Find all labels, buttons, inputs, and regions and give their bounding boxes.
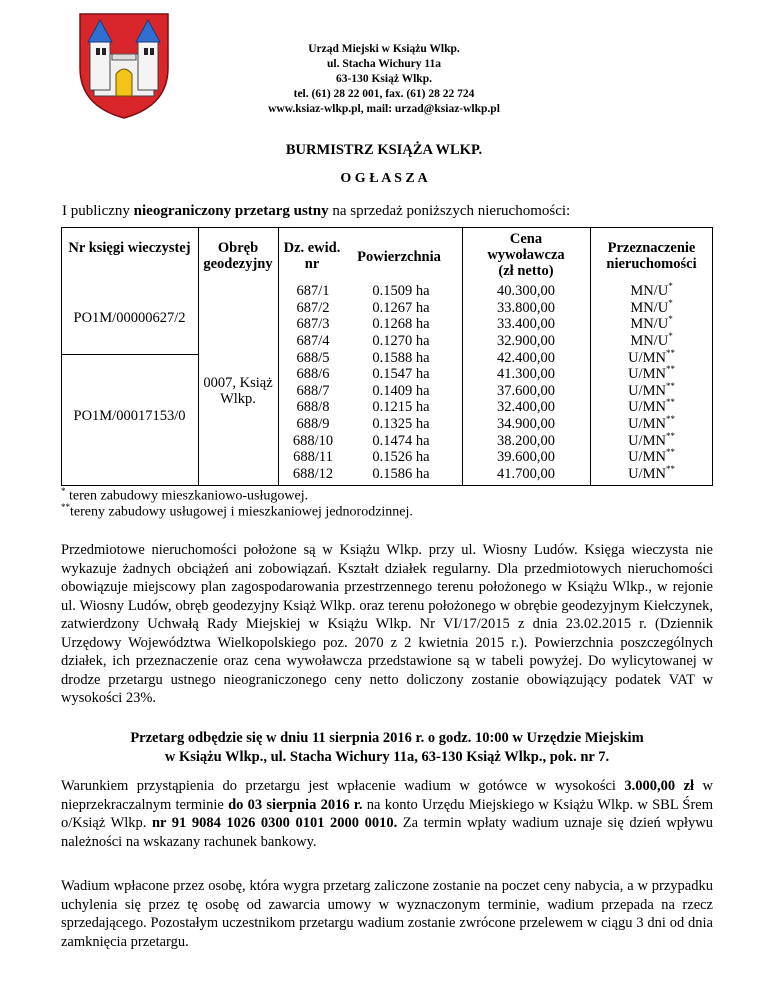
plot-number: 688/8 <box>296 399 330 416</box>
obreb-value: 0007, Książ Wlkp. <box>203 375 273 407</box>
plot-price: 32.400,00 <box>497 399 555 416</box>
header-cena: Cena wywoławcza (zł netto) <box>487 231 565 279</box>
plot-purpose-mark: * <box>668 281 673 292</box>
announce-title: O G Ł A S Z A <box>340 171 428 186</box>
plot-purpose-code: U/MN <box>628 449 666 466</box>
plot-area: 0.1509 ha <box>372 283 430 299</box>
plot-purpose-mark: ** <box>665 447 675 458</box>
plot-purpose-code: MN/U <box>630 299 669 316</box>
plot-purpose-mark: * <box>668 314 673 325</box>
dz-column <box>278 283 348 483</box>
intro-pre: I publiczny <box>62 203 134 219</box>
deposit-text-3: na konto Urzędu Miejskiego w Książu Wlkp. w SBL Śrem o/Książ Wlkp. <box>61 796 714 831</box>
cena-column <box>462 283 590 483</box>
plot-price: 40.300,00 <box>497 283 555 299</box>
header-obreb: Obręb geodezyjny <box>203 240 273 272</box>
deposit-deadline: do 03 sierpnia 2016 r. <box>228 796 363 813</box>
office-name: Urząd Miejski w Książu Wlkp. <box>308 43 460 55</box>
plot-area: 0.1268 ha <box>372 316 430 333</box>
kw-2: PO1M/00017153/0 <box>73 408 186 424</box>
plot-number: 687/1 <box>296 283 330 299</box>
footnote-2-text: tereny zabudowy usługowej i mieszkaniowej jednorodzinnej. <box>70 504 413 520</box>
plot-number: 687/2 <box>296 299 330 316</box>
office-postal: 63-130 Książ Wlkp. <box>336 73 432 85</box>
plot-purpose <box>590 449 713 466</box>
plot-purpose <box>590 416 713 433</box>
office-header <box>0 42 768 117</box>
footnote-1-text: teren zabudowy mieszkaniowo-usługowej. <box>65 488 309 504</box>
plot-purpose <box>590 333 713 350</box>
header-dz: Dz. ewid. nr <box>283 240 341 272</box>
plot-purpose-code: U/MN <box>628 366 666 383</box>
deposit-paragraph <box>61 777 713 851</box>
plot-price: 41.700,00 <box>497 466 555 483</box>
auction-line-2: w Książu Wlkp., ul. Stacha Wichury 11a, 63-130 Książ Wlkp., pok. nr 7. <box>164 748 610 765</box>
plot-purpose-code: U/MN <box>628 399 666 416</box>
plot-area: 0.1588 ha <box>372 349 430 366</box>
auction-line-1: Przetarg odbędzie się w dniu 11 sierpnia 2016 r. o godz. 10:00 w Urzędzie Miejskim <box>130 730 644 746</box>
header-kw: Nr księgi wieczystej <box>68 240 191 256</box>
plot-purpose-mark: * <box>668 331 673 342</box>
plot-area: 0.1270 ha <box>372 332 430 349</box>
plot-number: 688/7 <box>296 382 330 399</box>
plot-purpose-mark: ** <box>665 347 675 358</box>
plot-purpose-code: MN/U <box>630 316 669 333</box>
plot-number: 688/6 <box>296 366 330 383</box>
refund-paragraph: Wadium wpłacone przez osobę, która wygra przetarg zaliczone zostanie na poczet ceny nabycia, a w przypadku uchylenia się przez tę osobę od zawarcia umowy w wyznaczonym terminie, wadium przepada na rzecz sprzedającego. Pozostałym uczestnikom przetargu wadium zostanie zwrócone przelewem w ciągu 3 dni od dnia zamknięcia przetargu. <box>61 878 713 950</box>
deposit-amount: 3.000,00 zł <box>624 778 695 794</box>
deposit-text-2: w nieprzekraczalnym terminie <box>61 778 713 813</box>
plot-area: 0.1409 ha <box>372 382 430 399</box>
deposit-text-1: Warunkiem przystąpienia do przetargu jest wpłacenie wadium w gotówce w wysokości <box>61 778 625 794</box>
plot-purpose-mark: ** <box>665 414 675 425</box>
footnote-2 <box>61 502 413 521</box>
plot-price: 39.600,00 <box>497 449 555 466</box>
plot-purpose-mark: ** <box>665 364 675 375</box>
deposit-text-4: Za termin wpłaty wadium uznaje się dzień wpływu należności na wskazany rachunek bankowy. <box>61 815 713 850</box>
plot-purpose-code: U/MN <box>628 432 666 449</box>
plot-purpose-code: U/MN <box>628 349 666 366</box>
plot-purpose <box>590 466 713 483</box>
plot-purpose <box>590 383 713 400</box>
plot-purpose <box>590 366 713 383</box>
auction-info <box>61 729 713 766</box>
plot-purpose <box>590 316 713 333</box>
plot-purpose-code: MN/U <box>630 332 669 349</box>
plot-purpose-mark: ** <box>665 397 675 408</box>
plot-purpose <box>590 283 713 300</box>
plot-purpose <box>590 430 713 450</box>
plot-purpose-code: U/MN <box>628 416 666 433</box>
plot-price: 33.800,00 <box>497 299 555 316</box>
authority-title: BURMISTRZ KSIĄŻA WLKP. <box>285 142 483 158</box>
footnote-1-mark: * <box>61 486 66 496</box>
plot-area: 0.1526 ha <box>372 449 430 466</box>
header-pow: Powierzchnia <box>357 249 441 265</box>
intro-post: na sprzedaż poniższych nieruchomości: <box>328 203 571 219</box>
plot-purpose-mark: ** <box>665 381 675 392</box>
plot-price: 38.200,00 <box>497 432 555 449</box>
plot-price: 34.900,00 <box>497 416 555 433</box>
plot-area: 0.1547 ha <box>372 366 430 383</box>
plot-price: 41.300,00 <box>497 366 555 383</box>
plot-area: 0.1267 ha <box>372 299 430 316</box>
plot-number: 688/5 <box>296 349 330 366</box>
property-table <box>61 227 713 486</box>
office-street: ul. Stacha Wichury 11a <box>327 58 441 70</box>
plot-area: 0.1215 ha <box>372 399 430 416</box>
plot-price: 33.400,00 <box>497 316 555 333</box>
plot-purpose-mark: * <box>668 297 673 308</box>
plot-number: 687/4 <box>296 332 330 349</box>
plot-number: 688/12 <box>292 466 334 483</box>
header-przezn: Przeznaczenie nieruchomości <box>606 240 697 272</box>
plot-purpose <box>590 347 713 367</box>
office-phone: tel. (61) 28 22 001, fax. (61) 28 22 724 <box>293 88 475 100</box>
plot-purpose-code: U/MN <box>628 382 666 399</box>
plot-area: 0.1325 ha <box>372 416 430 433</box>
plot-purpose <box>590 297 713 317</box>
plot-purpose-mark: ** <box>665 464 675 475</box>
plot-price: 32.900,00 <box>497 332 555 349</box>
intro-bold: nieograniczony przetarg ustny <box>133 203 329 219</box>
plot-purpose-code: U/MN <box>628 466 666 483</box>
intro-text <box>62 203 570 220</box>
office-web: www.ksiaz-wlkp.pl, mail: urzad@ksiaz-wlkp.pl <box>268 103 500 115</box>
plot-purpose-code: MN/U <box>630 283 669 299</box>
plot-number: 688/11 <box>293 449 333 466</box>
plot-purpose <box>590 399 713 416</box>
plot-price: 42.400,00 <box>497 349 555 366</box>
plot-purpose-mark: ** <box>665 430 675 441</box>
plot-price: 37.600,00 <box>497 382 555 399</box>
plot-area: 0.1586 ha <box>372 466 430 483</box>
plot-number: 687/3 <box>296 316 330 333</box>
pow-column <box>343 283 459 483</box>
deposit-account: nr 91 9084 1026 0300 0101 2000 0010. <box>151 815 398 831</box>
przezn-column <box>590 283 713 483</box>
plot-area: 0.1474 ha <box>372 432 430 449</box>
kw-1: PO1M/00000627/2 <box>73 310 186 326</box>
description-paragraph: Przedmiotowe nieruchomości położone są w Książu Wlkp. przy ul. Wiosny Ludów. Księga wieczysta nie wykazuje żadnych obciążeń ani zobowiązań. Kształt działek regularny. Dla przedmiotowych nieruchomości obowiązuje miejscowy plan zagospodarowania przestrzennego terenu położonego w Książu Wlkp., w rejonie ul. Wiosny Ludów, obręb geodezyjny Książ Wlkp. oraz terenu położonego w obrębie geodezyjnym Kiełczynek, zatwierdzony Uchwałą Rady Miejskiej w Książu Wlkp. Nr VI/17/2015 z dnia 23.02.2015 r. (Dziennik Urzędowy Województwa Wielkopolskiego poz. 2070 z 2 kwietnia 2015 r.). Powierzchnia poszczególnych działek, ich przeznaczenie oraz cena wywoławcza przedstawione są w tabeli powyżej. Do wylicytowanej w drodze przetargu ustnego nieograniczonego ceny netto doliczony zostanie obowiązujący podatek VAT w wysokości 23%. <box>61 542 713 706</box>
footnote-2-mark: ** <box>61 502 70 512</box>
plot-number: 688/10 <box>292 432 334 449</box>
plot-number: 688/9 <box>296 416 330 433</box>
